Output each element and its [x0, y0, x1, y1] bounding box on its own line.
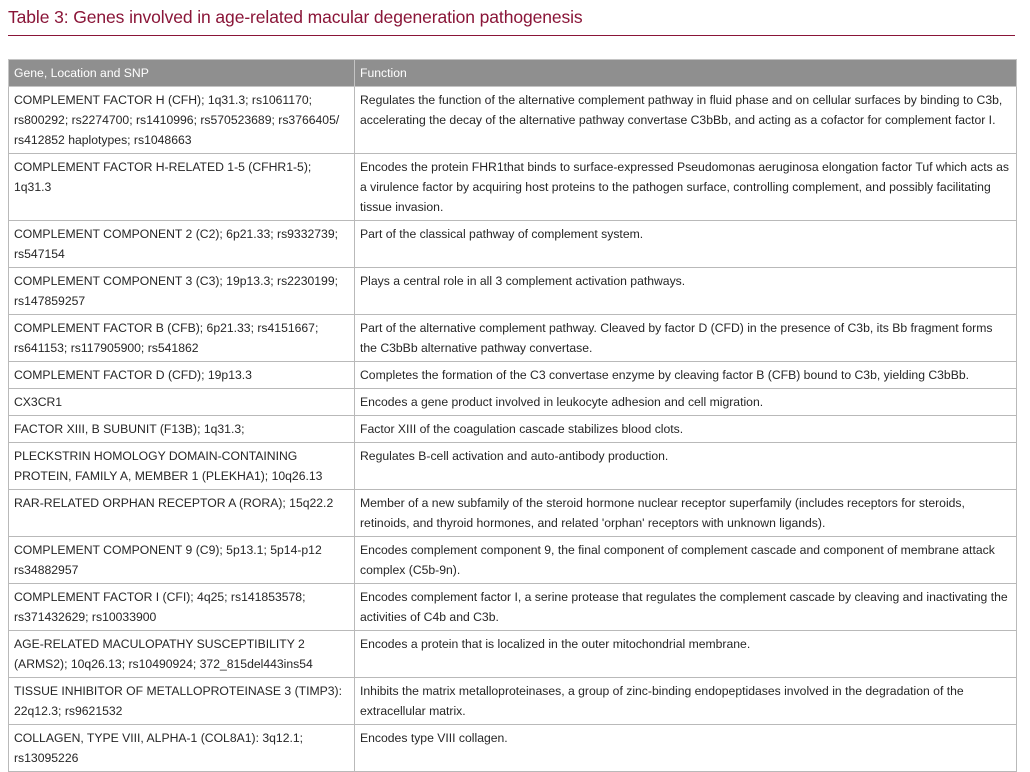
function-cell: Encodes complement factor I, a serine protease that regulates the complement cascade by cleaving and inactivating the activities of C4b and C3b. — [355, 584, 1017, 631]
table-row — [9, 631, 1017, 678]
gene-location-snp-cell: FACTOR XIII, B SUBUNIT (F13B); 1q31.3; — [9, 416, 355, 443]
table-header — [9, 60, 1017, 87]
table-body — [9, 87, 1017, 772]
function-cell: Inhibits the matrix metalloproteinases, a group of zinc-binding endopeptidases involved in the degradation of the extracellular matrix. — [355, 678, 1017, 725]
table-row — [9, 584, 1017, 631]
table-row — [9, 416, 1017, 443]
gene-location-snp-cell: AGE-RELATED MACULOPATHY SUSCEPTIBILITY 2 (ARMS2); 10q26.13; rs10490924; 372_815del443ins54 — [9, 631, 355, 678]
gene-location-snp-cell: COMPLEMENT FACTOR D (CFD); 19p13.3 — [9, 362, 355, 389]
gene-location-snp-cell: RAR-RELATED ORPHAN RECEPTOR A (RORA); 15q22.2 — [9, 490, 355, 537]
gene-location-snp-cell: COMPLEMENT COMPONENT 2 (C2); 6p21.33; rs9332739; rs547154 — [9, 221, 355, 268]
function-cell: Regulates the function of the alternative complement pathway in fluid phase and on cellular surfaces by binding to C3b, accelerating the decay of the alternative pathway convertase C3bBb, and acting as a cofactor for complement factor I. — [355, 87, 1017, 154]
function-cell: Regulates B-cell activation and auto-antibody production. — [355, 443, 1017, 490]
gene-location-snp-cell: CX3CR1 — [9, 389, 355, 416]
gene-location-snp-cell: COMPLEMENT FACTOR B (CFB); 6p21.33; rs4151667; rs641153; rs117905900; rs541862 — [9, 315, 355, 362]
table-row — [9, 389, 1017, 416]
table-row — [9, 678, 1017, 725]
function-cell: Factor XIII of the coagulation cascade stabilizes blood clots. — [355, 416, 1017, 443]
header-row — [9, 60, 1017, 87]
function-cell: Encodes a gene product involved in leukocyte adhesion and cell migration. — [355, 389, 1017, 416]
table-title: Table 3: Genes involved in age-related macular degeneration pathogenesis — [8, 7, 583, 27]
function-cell: Member of a new subfamily of the steroid hormone nuclear receptor superfamily (includes receptors for steroids, retinoids, and thyroid hormones, and related 'orphan' receptors with unknown ligands). — [355, 490, 1017, 537]
function-cell: Encodes the protein FHR1that binds to surface-expressed Pseudomonas aeruginosa elongation factor Tuf which acts as a virulence factor by acquiring host proteins to the pathogen surface, controlling complement, and possibly facilitating tissue invasion. — [355, 154, 1017, 221]
gene-location-snp-cell: COMPLEMENT COMPONENT 3 (C3); 19p13.3; rs2230199; rs147859257 — [9, 268, 355, 315]
gene-location-snp-cell: COMPLEMENT FACTOR H (CFH); 1q31.3; rs1061170; rs800292; rs2274700; rs1410996; rs570523689; rs3766405/ rs412852 haplotypes; rs1048663 — [9, 87, 355, 154]
function-cell: Plays a central role in all 3 complement activation pathways. — [355, 268, 1017, 315]
function-cell: Encodes type VIII collagen. — [355, 725, 1017, 772]
gene-location-snp-cell: PLECKSTRIN HOMOLOGY DOMAIN-CONTAINING PROTEIN, FAMILY A, MEMBER 1 (PLEKHA1); 10q26.13 — [9, 443, 355, 490]
table-row — [9, 87, 1017, 154]
table-row — [9, 268, 1017, 315]
title-divider — [8, 35, 1015, 36]
header-function: Function — [355, 60, 1017, 87]
gene-location-snp-cell: COLLAGEN, TYPE VIII, ALPHA-1 (COL8A1): 3q12.1; rs13095226 — [9, 725, 355, 772]
gene-location-snp-cell: COMPLEMENT FACTOR H-RELATED 1-5 (CFHR1-5); 1q31.3 — [9, 154, 355, 221]
function-cell: Part of the classical pathway of complement system. — [355, 221, 1017, 268]
table-row — [9, 154, 1017, 221]
function-cell: Part of the alternative complement pathway. Cleaved by factor D (CFD) in the presence of C3b, its Bb fragment forms the C3bBb alternative pathway convertase. — [355, 315, 1017, 362]
table-row — [9, 362, 1017, 389]
table-row — [9, 443, 1017, 490]
function-cell: Encodes complement component 9, the final component of complement cascade and component of membrane attack complex (C5b-9n). — [355, 537, 1017, 584]
function-cell: Encodes a protein that is localized in the outer mitochondrial membrane. — [355, 631, 1017, 678]
table-row — [9, 537, 1017, 584]
table-row — [9, 490, 1017, 537]
table-row — [9, 221, 1017, 268]
gene-location-snp-cell: COMPLEMENT FACTOR I (CFI); 4q25; rs141853578; rs371432629; rs10033900 — [9, 584, 355, 631]
gene-location-snp-cell: TISSUE INHIBITOR OF METALLOPROTEINASE 3 (TIMP3): 22q12.3; rs9621532 — [9, 678, 355, 725]
gene-location-snp-cell: COMPLEMENT COMPONENT 9 (C9); 5p13.1; 5p14-p12 rs34882957 — [9, 537, 355, 584]
function-cell: Completes the formation of the C3 convertase enzyme by cleaving factor B (CFB) bound to C3b, yielding C3bBb. — [355, 362, 1017, 389]
table-row — [9, 725, 1017, 772]
table-row — [9, 315, 1017, 362]
genes-table — [8, 59, 1017, 772]
header-gene-location-snp: Gene, Location and SNP — [9, 60, 355, 87]
